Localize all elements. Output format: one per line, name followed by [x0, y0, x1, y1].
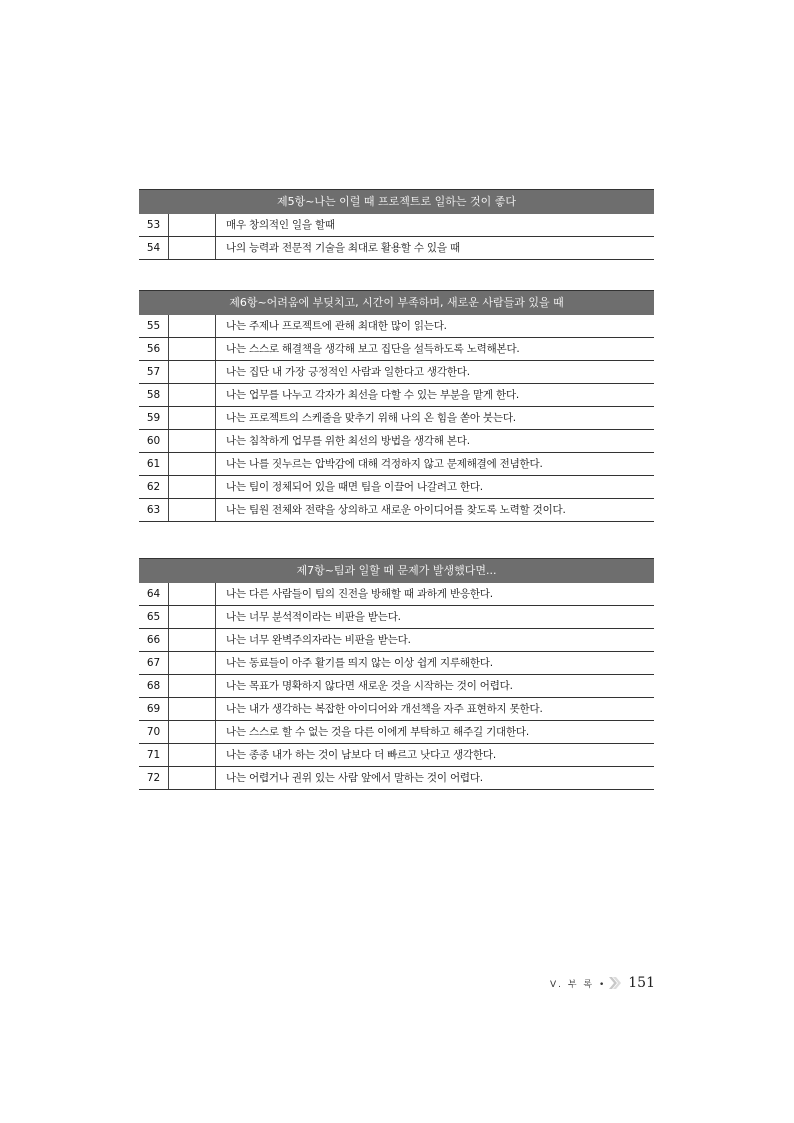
table-row	[139, 476, 654, 499]
item-text: 나는 팀원 전체와 전략을 상의하고 새로운 아이디어를 찾도록 노력할 것이다.	[216, 499, 655, 522]
answer-cell	[169, 652, 216, 675]
item-text: 나는 너무 완벽주의자라는 비판을 받는다.	[216, 629, 655, 652]
item-number: 54	[139, 237, 169, 260]
answer-cell	[169, 744, 216, 767]
item-number: 55	[139, 315, 169, 338]
double-chevron-right-icon	[608, 975, 622, 991]
item-text: 나는 다른 사람들이 팀의 진전을 방해할 때 과하게 반응한다.	[216, 583, 655, 606]
answer-cell	[169, 237, 216, 260]
item-number: 57	[139, 361, 169, 384]
item-text: 나는 침착하게 업무를 위한 최선의 방법을 생각해 본다.	[216, 430, 655, 453]
table-row	[139, 315, 654, 338]
table-row	[139, 361, 654, 384]
table-row	[139, 214, 654, 237]
answer-cell	[169, 583, 216, 606]
item-number: 69	[139, 698, 169, 721]
table-row	[139, 744, 654, 767]
answer-cell	[169, 629, 216, 652]
section-7	[139, 558, 654, 790]
answer-cell	[169, 499, 216, 522]
answer-cell	[169, 384, 216, 407]
answer-cell	[169, 453, 216, 476]
answer-cell	[169, 315, 216, 338]
answer-cell	[169, 698, 216, 721]
answer-cell	[169, 476, 216, 499]
table-row	[139, 652, 654, 675]
item-number: 56	[139, 338, 169, 361]
item-text: 나는 내가 생각하는 복잡한 아이디어와 개선책을 자주 표현하지 못한다.	[216, 698, 655, 721]
item-number: 64	[139, 583, 169, 606]
table-row	[139, 583, 654, 606]
item-number: 59	[139, 407, 169, 430]
item-table	[139, 214, 654, 260]
table-row	[139, 499, 654, 522]
page-number: 151	[628, 975, 655, 991]
table-row	[139, 721, 654, 744]
section-6	[139, 290, 654, 522]
item-table	[139, 583, 654, 790]
item-number: 67	[139, 652, 169, 675]
item-number: 71	[139, 744, 169, 767]
table-row	[139, 675, 654, 698]
item-number: 68	[139, 675, 169, 698]
table-row	[139, 237, 654, 260]
table-row	[139, 407, 654, 430]
section-title: 제6항~어려움에 부딪치고, 시간이 부족하며, 새로운 사람들과 있을 때	[139, 290, 654, 315]
answer-cell	[169, 606, 216, 629]
table-row	[139, 767, 654, 790]
item-number: 62	[139, 476, 169, 499]
page-footer	[520, 972, 655, 994]
section-title: 제5항~나는 이럴 때 프로젝트로 일하는 것이 좋다	[139, 189, 654, 214]
item-number: 58	[139, 384, 169, 407]
item-text: 나는 목표가 명확하지 않다면 새로운 것을 시작하는 것이 어렵다.	[216, 675, 655, 698]
item-number: 66	[139, 629, 169, 652]
item-number: 63	[139, 499, 169, 522]
item-text: 나는 너무 분석적이라는 비판을 받는다.	[216, 606, 655, 629]
item-number: 70	[139, 721, 169, 744]
answer-cell	[169, 361, 216, 384]
answer-cell	[169, 721, 216, 744]
item-text: 나는 나를 짓누르는 압박감에 대해 걱정하지 않고 문제해결에 전념한다.	[216, 453, 655, 476]
item-text: 매우 창의적인 일을 할때	[216, 214, 655, 237]
item-text: 나의 능력과 전문적 기술을 최대로 활용할 수 있을 때	[216, 237, 655, 260]
item-table	[139, 315, 654, 522]
item-number: 65	[139, 606, 169, 629]
item-text: 나는 집단 내 가장 긍정적인 사람과 일한다고 생각한다.	[216, 361, 655, 384]
table-row	[139, 430, 654, 453]
section-title: 제7항~팀과 일할 때 문제가 발생했다면...	[139, 558, 654, 583]
answer-cell	[169, 430, 216, 453]
item-text: 나는 어렵거나 권위 있는 사람 앞에서 말하는 것이 어렵다.	[216, 767, 655, 790]
chapter-label: Ⅴ. 부 록 •	[549, 979, 607, 990]
item-number: 53	[139, 214, 169, 237]
answer-cell	[169, 214, 216, 237]
table-row	[139, 629, 654, 652]
item-text: 나는 프로젝트의 스케줄을 맞추기 위해 나의 온 힘을 쏟아 붓는다.	[216, 407, 655, 430]
section-5	[139, 189, 654, 260]
item-text: 나는 동료들이 아주 활기를 띄지 않는 이상 쉽게 지루해한다.	[216, 652, 655, 675]
answer-cell	[169, 407, 216, 430]
item-number: 61	[139, 453, 169, 476]
table-row	[139, 698, 654, 721]
item-text: 나는 종종 내가 하는 것이 남보다 더 빠르고 낫다고 생각한다.	[216, 744, 655, 767]
item-number: 72	[139, 767, 169, 790]
item-text: 나는 주제나 프로젝트에 관해 최대한 많이 읽는다.	[216, 315, 655, 338]
answer-cell	[169, 338, 216, 361]
table-row	[139, 606, 654, 629]
item-number: 60	[139, 430, 169, 453]
answer-cell	[169, 767, 216, 790]
table-row	[139, 384, 654, 407]
item-text: 나는 스스로 할 수 없는 것을 다른 이에게 부탁하고 해주길 기대한다.	[216, 721, 655, 744]
item-text: 나는 팀이 정체되어 있을 때면 팀을 이끌어 나갈려고 한다.	[216, 476, 655, 499]
item-text: 나는 스스로 해결책을 생각해 보고 집단을 설득하도록 노력해본다.	[216, 338, 655, 361]
item-text: 나는 업무를 나누고 각자가 최선을 다할 수 있는 부분을 맡게 한다.	[216, 384, 655, 407]
table-row	[139, 338, 654, 361]
answer-cell	[169, 675, 216, 698]
table-row	[139, 453, 654, 476]
